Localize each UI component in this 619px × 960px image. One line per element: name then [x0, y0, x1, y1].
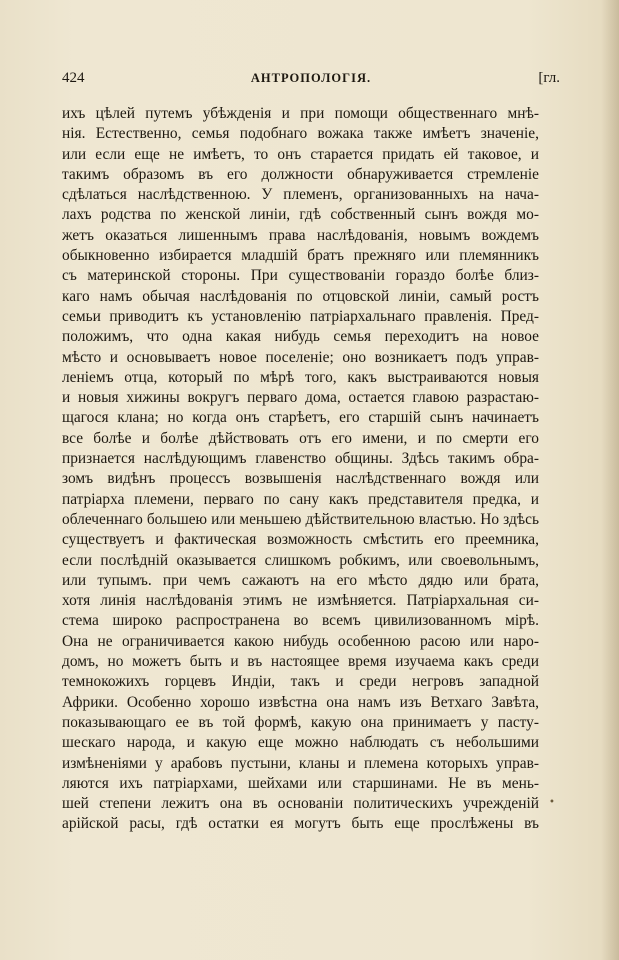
text-line: Она не ограничивается какою нибудь особенною расою или наро-: [62, 632, 539, 650]
text-line: Африки. Особенно хорошо извѣстна она намъ изъ Ветхаго Завѣта,: [62, 693, 539, 711]
text-line: показывающаго ее въ той формѣ, какую она принимаетъ у пасту-: [62, 713, 539, 731]
text-line: существуетъ и фактическая возможность смѣстить его преемника,: [62, 531, 539, 549]
text-line: ихъ цѣлей путемъ убѣжденія и при помощи общественнаго мнѣ-: [62, 105, 539, 122]
page-header: [62, 70, 560, 92]
text-line: обыкновенно избирается младшій братъ прежняго или племянникъ: [62, 247, 539, 265]
text-line: шескаго народа, и какую еще можно наблюдать съ небольшими: [62, 734, 539, 752]
text-line: сдѣлаться наслѣдственною. У племенъ, организованныхъ на нача-: [62, 186, 539, 204]
text-line: признается наслѣдующимъ главенство общины. Здѣсь такимъ обра-: [62, 450, 539, 468]
text-line: шей степени лежитъ она въ основаніи политическихъ учрежденій: [62, 795, 539, 813]
text-line: если послѣдній оказывается слишкомъ робкимъ, или своевольнымъ,: [62, 551, 539, 569]
text-line: жетъ оказаться лишеннымъ права наслѣдованія, новымъ вождемъ: [62, 226, 539, 244]
text-line: все болѣе и болѣе дѣйствовать отъ его имени, и по смерти его: [62, 429, 539, 447]
text-line: семьи приводитъ къ установленію патріархальнаго правленія. Пред-: [62, 307, 539, 325]
text-line: арійской расы, гдѣ остатки ея могутъ быть еще прослѣжены въ: [62, 815, 539, 833]
text-line: облеченнаго большею или меньшею дѣйствительною властью. Но здѣсь: [62, 510, 539, 528]
text-line: мѣсто и основываетъ новое поселеніе; оно возникаетъ подъ управ-: [62, 348, 539, 366]
running-title: АНТРОПОЛОГІЯ.: [250, 71, 372, 85]
text-line: съ материнской стороны. При существованіи гораздо болѣе близ-: [62, 267, 539, 285]
text-line: зомъ видѣнъ процессъ возвышенія наслѣдственнаго вождя или: [62, 470, 539, 488]
text-line: домъ, но можетъ быть и въ настоящее время изучаема какъ среди: [62, 653, 539, 671]
page-edge-shadow: [601, 0, 619, 960]
text-line: ляются ихъ патріархами, шейхами или старшинами. Не въ мень-: [62, 774, 539, 792]
text-line: каго намъ обычая наслѣдованія по отцовской линіи, самый ростъ: [62, 287, 539, 305]
chapter-mark: [гл.: [538, 70, 560, 86]
text-line: и новыя хижины вокругъ перваго дома, остается главою разрастаю-: [62, 389, 539, 407]
body-text: [62, 104, 539, 835]
text-line: леніемъ отца, который по мѣрѣ того, какъ выстраиваются новыя: [62, 368, 539, 386]
text-line: или если еще не имѣетъ, то онъ старается придать ей таковое, и: [62, 145, 539, 163]
text-line: патріарха племени, перваго по сану какъ представителя предка, и: [62, 490, 539, 508]
margin-dot: •: [549, 797, 555, 808]
text-line: нія. Естественно, семья подобнаго вожака также имѣетъ значеніе,: [62, 125, 539, 143]
page-number: 424: [62, 70, 85, 86]
text-line: щагося клана; но когда онъ старѣетъ, его старшій сынъ начинаетъ: [62, 409, 539, 427]
text-line: стема широко распространена во всемъ цивилизованномъ мірѣ.: [62, 612, 539, 630]
text-line: темнокожихъ горцевъ Индіи, такъ и среди негровъ западной: [62, 673, 539, 691]
text-line: измѣненіями у арабовъ пустыни, кланы и племена которыхъ управ-: [62, 754, 539, 772]
text-line: положимъ, что одна какая нибудь семья переходитъ на новое: [62, 328, 539, 346]
text-line: лахъ родства по женской линіи, гдѣ собственный сынъ вождя мо-: [62, 206, 539, 224]
text-line: хотя линія наслѣдованія этимъ не измѣняется. Патріархальная си-: [62, 592, 539, 610]
text-line: такимъ образомъ въ его должности обнаруживается стремленіе: [62, 165, 539, 183]
text-line: или тупымъ. при чемъ сажаютъ на его мѣсто дядю или брата,: [62, 571, 539, 589]
